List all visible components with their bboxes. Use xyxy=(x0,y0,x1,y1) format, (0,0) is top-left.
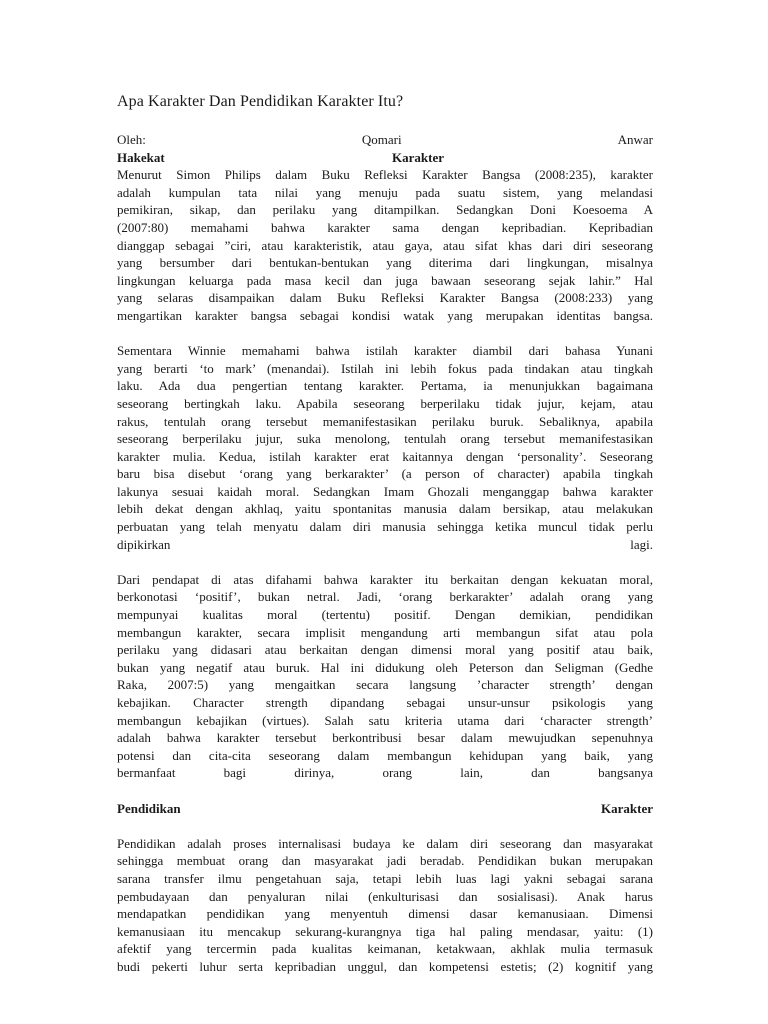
paragraph-line: Sementara Winnie memahami bahwa istilah karakter diambil dari bahasa Yunani xyxy=(117,343,653,359)
section-heading-pendidikan xyxy=(117,800,653,818)
paragraph-line: budi pekerti luhur serta kepribadian unggul, dan kompetensi estetis; (2) kognitif yang xyxy=(117,958,653,974)
paragraph-line: rakus, tentulah orang tersebut memanifestasikan perilaku buruk. Sebaliknya, apabila xyxy=(117,413,653,429)
paragraph-line: yang berarti ‘to mark’ (menandai). Istilah ini lebih fokus pada tindakan atau tingkah xyxy=(117,360,653,376)
word: dan xyxy=(531,765,550,781)
heading-right: Karakter xyxy=(392,149,444,165)
paragraph-gap xyxy=(117,817,653,835)
paragraph-line: afektif yang tercermin pada kualitas keimanan, ketakwaan, akhlak mulia termasuk xyxy=(117,941,653,957)
paragraph-line: baru bisa disebut ‘orang yang berkarakter’ (a person of character) apabila tingkah xyxy=(117,466,653,482)
paragraph-line: kemanusiaan itu mencakup sekurang-kurangnya tiga hal paling mendasar, yaitu: (1) xyxy=(117,923,653,939)
paragraph-line: yang bersumber dari bentukan-bentukan yang diterima dari lingkungan, misalnya xyxy=(117,255,653,271)
paragraph-line: Dari pendapat di atas difahami bahwa karakter itu berkaitan dengan kekuatan moral, xyxy=(117,571,653,587)
paragraph-line: sehingga membuat orang dan masyarakat jadi beradab. Pendidikan bukan merupakan xyxy=(117,853,653,869)
paragraph-line: lebih dekat dengan akhlaq, yaitu spontanitas manusia dalam bersikap, atau melakukan xyxy=(117,501,653,517)
paragraph-line: perbuatan yang telah menyatu dalam diri manusia sehingga ketika muncul tidak perlu xyxy=(117,519,653,535)
paragraph-gap xyxy=(117,782,653,800)
byline-label: Oleh: xyxy=(117,132,146,147)
paragraph-line: kebajikan. Character strength dipandang sebagai unsur-unsur psikologis yang xyxy=(117,695,653,710)
paragraph-line: laku. Ada dua pengertian tentang karakter. Pertama, ia menunjukkan bagaimana xyxy=(117,378,653,394)
word: lagi. xyxy=(630,536,653,552)
paragraph-line: pembudayaan dan penyaluran nilai (enkulturisasi dan sosialisasi). Anak harus xyxy=(117,888,653,904)
heading-left: Hakekat xyxy=(117,149,165,165)
paragraph-2 xyxy=(117,342,653,553)
byline xyxy=(117,131,653,149)
paragraph-line: membangun kebajikan (virtues). Salah satu kriteria utama dari ‘character strength’ xyxy=(117,712,653,728)
word: lain, xyxy=(460,765,483,781)
paragraph-4 xyxy=(117,835,653,976)
paragraph-line: sarana transfer ilmu pengetahuan saja, tetapi lebih luas lagi yakni sebagai sarana xyxy=(117,870,653,886)
word: bangsanya xyxy=(598,765,653,781)
paragraph-line: mendapatkan pendidikan yang menyentuh dimensi dasar kemanusiaan. Dimensi xyxy=(117,906,653,922)
paragraph-line: lakunya sesuai kaidah moral. Sedangkan Imam Ghozali menganggap bahwa karakter xyxy=(117,483,653,499)
section-heading-hakekat xyxy=(117,149,653,167)
paragraph-line: perilaku yang didasari atau berkaitan dengan dimensi moral yang positif atau baik, xyxy=(117,642,653,658)
paragraph-line: adalah kumpulan tata nilai yang menuju pada suatu sistem, yang melandasi xyxy=(117,184,653,200)
paragraph-line: adalah bahwa karakter tersebut berkontribusi besar dalam mewujudkan sepenuhnya xyxy=(117,730,653,746)
paragraph-line: dianggap sebagai ”ciri, atau karakteristik, atau gaya, atau sifat khas dari diri seseorang xyxy=(117,237,653,253)
paragraph-line: (2007:80) memahami bahwa karakter sama dengan kepribadian. Kepribadian xyxy=(117,219,653,235)
word: bermanfaat xyxy=(117,765,176,781)
paragraph-line: yang selaras disampaikan dalam Buku Refleksi Karakter Bangsa (2008:233) yang xyxy=(117,290,653,306)
word: bagi xyxy=(223,765,247,781)
paragraph-line: Pendidikan adalah proses internalisasi budaya ke dalam diri seseorang dan masyarakat xyxy=(117,835,653,851)
paragraph-line: Raka, 2007:5) yang mengaitkan secara langsung ’character strength’ dengan xyxy=(117,677,653,693)
document-body xyxy=(117,131,653,976)
paragraph-line xyxy=(117,764,653,782)
paragraph-line: pemikiran, sikap, dan perilaku yang ditampilkan. Sedangkan Doni Koesoema A xyxy=(117,202,653,218)
heading-right: Karakter xyxy=(601,800,653,816)
paragraph-3 xyxy=(117,571,653,782)
document-title: Apa Karakter Dan Pendidikan Karakter Itu? xyxy=(117,93,404,110)
paragraph-line: bukan yang negatif atau buruk. Hal ini didukung oleh Peterson dan Seligman (Gedhe xyxy=(117,659,653,675)
heading-left: Pendidikan xyxy=(117,800,181,816)
word: dipikirkan xyxy=(117,536,171,552)
word: orang xyxy=(382,765,413,781)
paragraph-line: berkonotasi ‘positif’, bukan netral. Jadi, ‘orang berkarakter’ adalah orang yang xyxy=(117,589,653,605)
paragraph-gap xyxy=(117,553,653,571)
paragraph-line: Menurut Simon Philips dalam Buku Refleksi Karakter Bangsa (2008:235), karakter xyxy=(117,167,653,183)
author-last-name: Anwar xyxy=(617,132,653,147)
author-first-name: Qomari xyxy=(361,132,402,147)
paragraph-line: lingkungan keluarga pada masa kecil dan juga bawaan seseorang sejak lahir.” Hal xyxy=(117,272,653,288)
paragraph-line: mengartikan karakter bangsa sebagai kondisi watak yang merupakan identitas bangsa. xyxy=(117,307,653,323)
paragraph-line: mempunyai kualitas moral (tertentu) positif. Dengan demikian, pendidikan xyxy=(117,607,653,623)
paragraph-gap xyxy=(117,325,653,343)
paragraph-line xyxy=(117,536,653,554)
paragraph-line: karakter mulia. Kedua, istilah karakter erat kaitannya dengan ‘personality’. Seseorang xyxy=(117,448,653,464)
word: dirinya, xyxy=(294,765,335,781)
paragraph-line: potensi dan cita-cita seseorang dalam membangun kehidupan yang baik, yang xyxy=(117,747,653,763)
paragraph-line: membangun karakter, secara implisit mengandung arti membangun sifat atau pola xyxy=(117,624,653,640)
paragraph-1 xyxy=(117,166,653,324)
paragraph-line: seseorang berperilaku jujur, suka menolong, tentulah orang tersebut memanifestasikan xyxy=(117,431,653,447)
paragraph-line: seseorang bertingkah laku. Apabila seseorang berperilaku tidak jujur, kejam, atau xyxy=(117,395,653,411)
